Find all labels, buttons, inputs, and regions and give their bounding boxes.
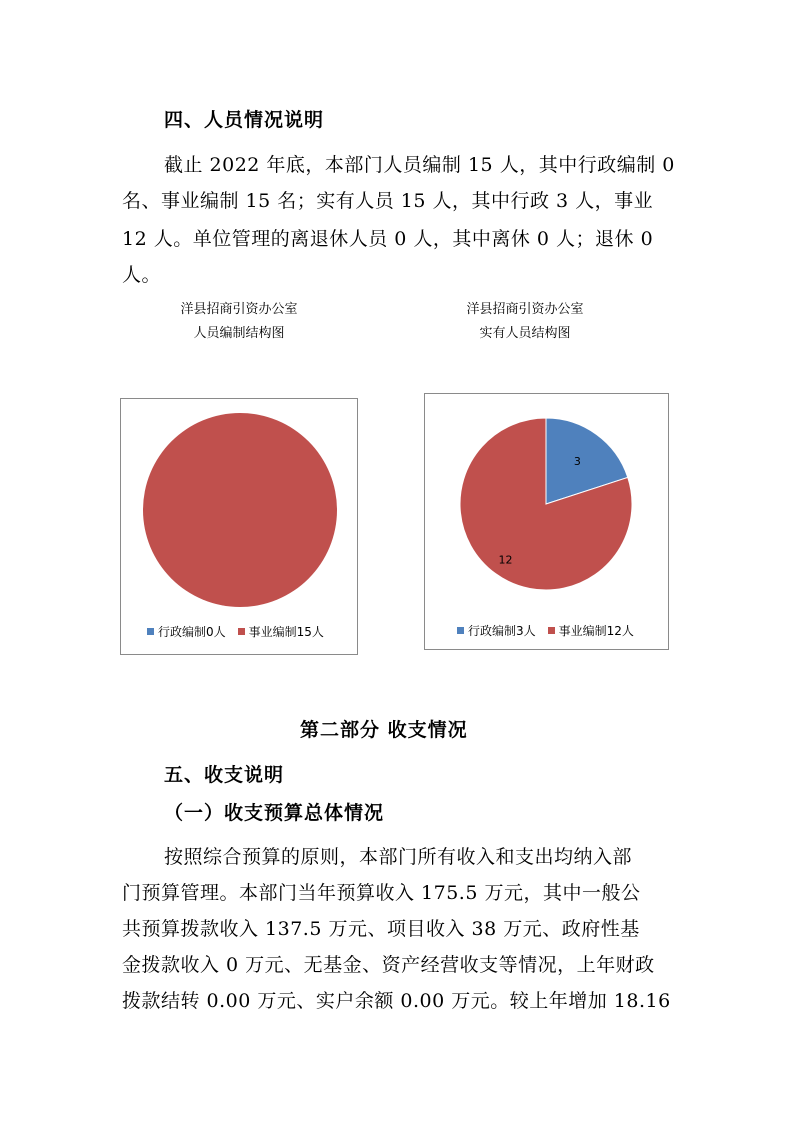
chart-1-title-line-1: 洋县招商引资办公室 — [180, 302, 298, 317]
chart-1-legend-swatch-career — [238, 628, 245, 635]
chart-2-legend-label-admin: 行政编制3人 — [468, 624, 536, 638]
chart-2-legend — [457, 622, 642, 639]
chart-2-legend-swatch-admin — [457, 627, 464, 634]
chart-2-title-line-2: 实有人员结构图 — [479, 326, 571, 341]
part-2-heading: 第二部分 收支情况 — [300, 719, 468, 741]
section-4-line-4: 人。 — [122, 264, 162, 286]
section-5-line-1: 按照综合预算的原则，本部门所有收入和支出均纳入部 — [164, 846, 633, 868]
chart-2-legend-swatch-career — [548, 627, 555, 634]
chart-2-title — [405, 298, 645, 346]
section-5-line-3: 共预算拨款收入 137.5 万元、项目收入 38 万元、政府性基 — [122, 918, 640, 940]
chart-1-legend-swatch-admin — [147, 628, 154, 635]
chart-1-title — [119, 298, 359, 346]
chart-1-slice-career — [143, 413, 337, 607]
section-4-line-1: 截止 2022 年底，本部门人员编制 15 人，其中行政编制 0 — [164, 154, 675, 176]
chart-1-legend-label-career: 事业编制15人 — [248, 625, 324, 639]
chart-1-legend-label-admin: 行政编制0人 — [158, 625, 226, 639]
section-5-subheading-1: （一）收支预算总体情况 — [164, 802, 385, 824]
chart-2-legend-item-admin — [457, 622, 536, 639]
chart-1-plot — [121, 399, 357, 654]
chart-1-frame — [120, 398, 358, 655]
section-4-heading: 四、人员情况说明 — [164, 109, 325, 131]
chart-1-legend-item-career — [238, 623, 324, 640]
section-4-line-3: 12 人。单位管理的离退休人员 0 人，其中离休 0 人；退休 0 — [122, 228, 654, 250]
chart-2-title-line-1: 洋县招商引资办公室 — [466, 302, 584, 317]
section-5-heading: 五、收支说明 — [164, 764, 285, 786]
chart-2-data-label-career: 12 — [498, 553, 513, 567]
section-5-line-5: 拨款结转 0.00 万元、实户余额 0.00 万元。较上年增加 18.16 — [122, 990, 671, 1012]
chart-1-legend — [147, 623, 332, 640]
chart-2-legend-label-career: 事业编制12人 — [558, 624, 634, 638]
chart-2-legend-item-career — [548, 622, 634, 639]
chart-2-data-label-admin: 3 — [573, 454, 581, 468]
chart-2-frame — [424, 393, 669, 650]
chart-1-legend-item-admin — [147, 623, 226, 640]
section-5-line-2: 门预算管理。本部门当年预算收入 175.5 万元，其中一般公 — [122, 882, 641, 904]
chart-1-title-line-2: 人员编制结构图 — [193, 326, 285, 341]
chart-2-plot — [425, 394, 668, 649]
section-4-line-2: 名、事业编制 15 名；实有人员 15 人，其中行政 3 人，事业 — [122, 190, 654, 212]
section-5-line-4: 金拨款收入 0 万元、无基金、资产经营收支等情况，上年财政 — [122, 954, 655, 976]
